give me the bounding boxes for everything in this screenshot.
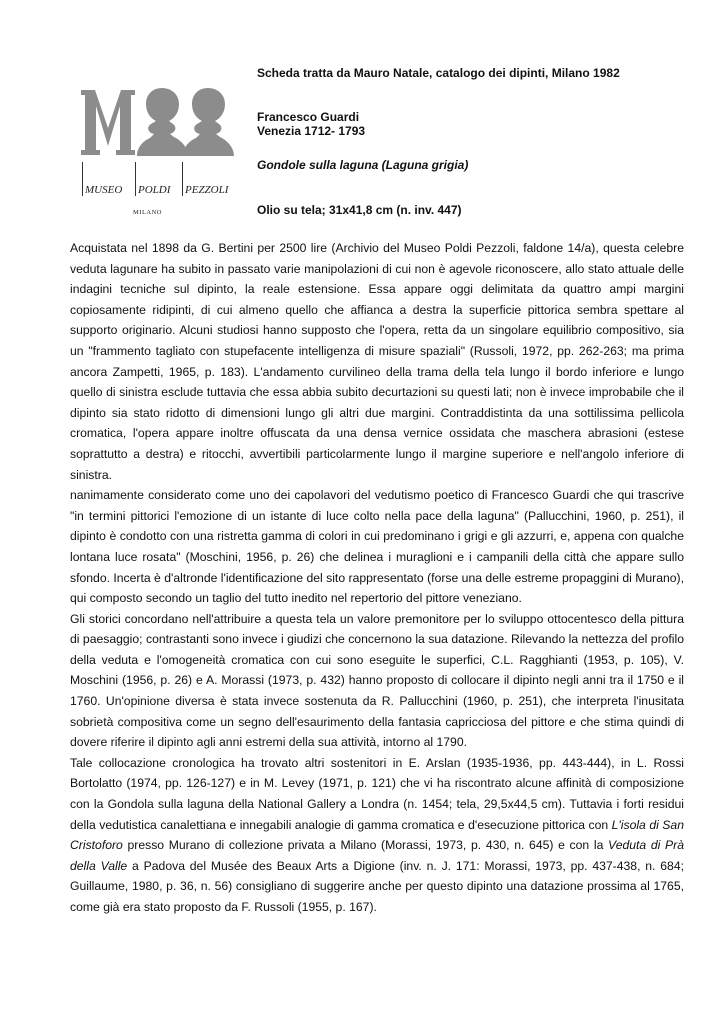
- body-text-run: Tale collocazione cronologica ha trovato altri sostenitori in E. Arslan (1935-1936, pp. 443-444), in L. Rossi Bortolatto (1974, pp. 126-127) e in M. Levey (1971, p. 121) che vi ha riscontrato alcune affinità di composizione con la Gondola sulla laguna della National Gallery a Londra (n. 1454; tela, 29,5x44,5 cm). Tuttavia i forti residui della vedutistica canalettiana e innegabili analogie di gamma cromatica e d'esecuzione pittorica con: [70, 755, 684, 832]
- body-text-run: presso Murano di collezione privata a Milano (Morassi, 1973, p. 430, n. 645) e con la: [122, 838, 609, 853]
- logo-word-pezzoli: PEZZOLI: [185, 184, 229, 196]
- museum-logo-emblem: [78, 84, 238, 224]
- artwork-reference: L'isola di San Cristoforo: [70, 817, 684, 853]
- museum-logo: [78, 84, 238, 224]
- logo-word-poldi: POLDI: [138, 184, 171, 196]
- body-paragraph: Gli storici concordano nell'attribuire a questa tela un valore premonitore per lo sviluppo ottocentesco della pittura di paesaggio; contrastanti sono invece i giudizi che concernono la sua datazione. Rilevando la nettezza del profilo della veduta e l'omogeneità cromatica con cui sono eseguite le superfici, C.L. Ragghianti (1953, p. 105), V. Moschini (1956, p. 26) e A. Morassi (1973, p. 432) hanno proposto di collocare il dipinto negli anni tra il 1750 e il 1760. Un'opinione diversa è stata invece sostenuta da R. Pallucchini (1960, p. 251), che interpreta l'inusitata sobrietà compositiva come un segno dell'esaurimento della fantasia capricciosa del pittore e che stima quindi di dovere riferire il dipinto agli anni estremi della sua attività, intorno al 1790.: [70, 611, 684, 750]
- artwork-reference: Veduta di Prà della Valle: [70, 838, 684, 873]
- body-paragraph: Acquistata nel 1898 da G. Bertini per 2500 lire (Archivio del Museo Poldi Pezzoli, faldone 14/a), questa celebre veduta lagunare ha subito in passato varie manipolazioni di cui non è agevole riconoscere, allo stato attuale delle indagini tecniche sul dipinto, la reale estensione. Essa appare oggi delimitata da quattro ampi margini copiosamente ridipinti, di cui almeno quello che affianca a destra la superficie pittorica sembra spettare al supporto originario. Alcuni studiosi hanno supposto che l'opera, retta da un singolare equilibrio compositivo, sia un "frammento tagliato con stupefacente intelligenza di misure spaziali" (Russoli, 1972, pp. 262-263; ma prima ancora Zampetti, 1965, p. 183). L'andamento curvilineo della trama della tela lungo il bordo inferiore e lungo quello di sinistra esclude tuttavia che essa abbia subito decurtazioni su questi lati; non è invece improbabile che il dipinto sia stato ridotto di dimensioni lungo gli altri due margini. Contraddistinta da una sottilissima pellicola cromatica, l'opera appare inoltre offuscata da una densa vernice ossidata che maschera abrasioni (estese soprattutto a destra) e ritocchi, avvertibili particolarmente lungo il margine superiore e nell'angolo inferiore di sinistra.: [70, 241, 684, 482]
- artwork-title: Gondole sulla laguna (Laguna grigia): [257, 158, 469, 172]
- source-citation: Scheda tratta da Mauro Natale, catalogo dei dipinti, Milano 1982: [257, 66, 620, 80]
- artwork-medium: Olio su tela; 31x41,8 cm (n. inv. 447): [257, 203, 462, 217]
- logo-letter-m: [81, 90, 135, 155]
- body-text-run: a Padova del Musée des Beaux Arts a Digione (inv. n. J. 171: Morassi, 1973, pp. 437-438, n. 684; Guillaume, 1980, p. 36, n. 56) consigliano di suggerire anche per questo dipinto una datazione prossima al 1765, come già era stato proposto da F. Russoli (1955, p. 167).: [70, 858, 684, 914]
- document-body: [70, 238, 684, 918]
- logo-bust-right: [183, 88, 234, 156]
- body-paragraph: nanimamente considerato come uno dei capolavori del vedutismo poetico di Francesco Guardi che qui trascrive "in termini pittorici l'emozione di un istante di luce colto nella pace della laguna" (Pallucchini, 1960, p. 251), il dipinto è condotto con una ristretta gamma di colori in cui predominano i grigi e gli azzurri, e, appena con qualche lontana luce rosata" (Moschini, 1956, p. 26) che delinea i muraglioni e i campanili della città che appare sullo sfondo. Incerta è d'altronde l'identificazione del sito rappresentato (forse una delle estreme propaggini di Murano), qui composto secondo un taglio del tutto inedito nel repertorio del pittore veneziano.: [70, 488, 684, 606]
- artist-dates: Venezia 1712- 1793: [257, 124, 366, 138]
- artist-name: Francesco Guardi: [257, 110, 360, 124]
- logo-bust-left: [137, 88, 188, 156]
- logo-word-museo: MUSEO: [85, 184, 123, 196]
- body-paragraph: [70, 753, 684, 918]
- logo-city: MILANO: [133, 209, 162, 216]
- artist-block: [257, 110, 365, 138]
